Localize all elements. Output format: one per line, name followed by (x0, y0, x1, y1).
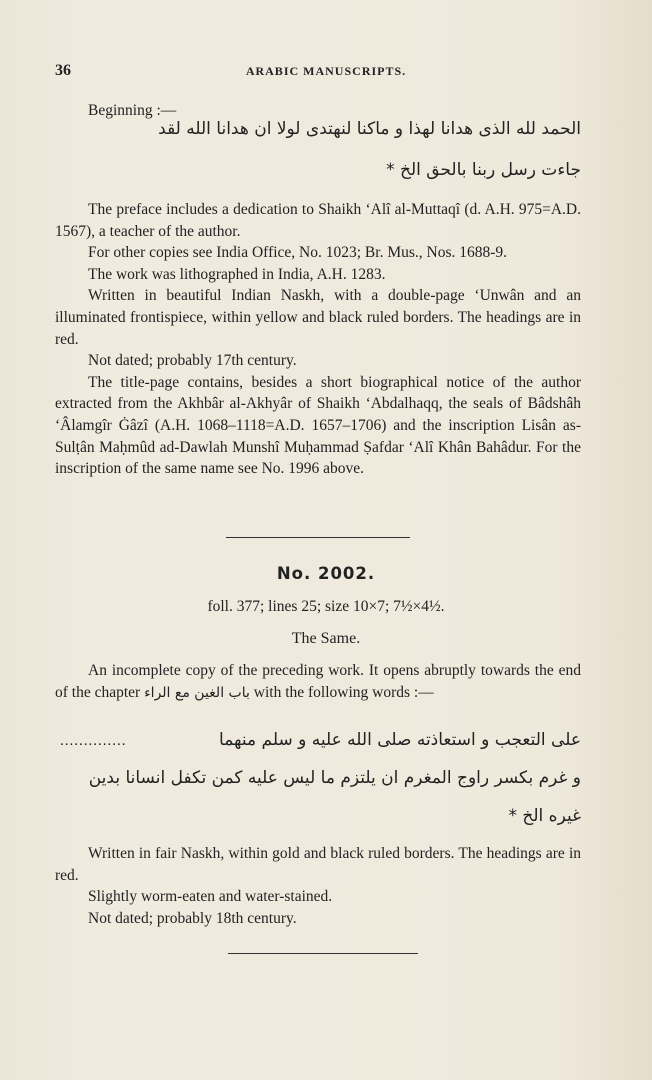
page-header (0, 62, 652, 82)
section-divider (226, 537, 410, 538)
entry-description (55, 199, 581, 480)
end-divider (228, 953, 418, 954)
arabic-chapter-name: باب الغين مع الراء (144, 684, 250, 701)
entry-2002-notes (55, 843, 581, 929)
script-paragraph: Written in beautiful Indian Naskh, with a double-page ‘Unwân and an illuminated frontispiece, within yellow and black ruled borders. The headings are in red. (55, 287, 581, 348)
running-head: ARABIC MANUSCRIPTS. (245, 64, 407, 78)
script-borders-paragraph: Written in fair Naskh, within gold and black ruled borders. The headings are in red. (55, 845, 581, 884)
arabic-words-line-1: على التعجب و استعاذته صلى الله عليه و سلم منهما (219, 730, 581, 750)
lithograph-paragraph: The work was lithographed in India, A.H. 1283. (88, 265, 386, 283)
dating-paragraph-2002: Not dated; probably 18th century. (88, 909, 297, 927)
entry-number: No. 2002. (276, 564, 376, 583)
incomplete-copy-paragraph (55, 660, 581, 704)
preface-paragraph: The preface includes a dedication to Shaikh ‘Alî al-Muttaqî (d. A.H. 975=A.D. 1567), a teacher of the author. (55, 201, 581, 240)
incomplete-text-2: with the following words :— (253, 683, 434, 701)
beginning-label: Beginning :— (88, 102, 177, 119)
copies-paragraph: For other copies see India Office, No. 1023; Br. Mus., Nos. 1688-9. (88, 244, 508, 262)
title-page-paragraph: The title-page contains, besides a short biographical notice of the author extracted from the Akhbâr al-Akhyâr of Shaikh ‘Abdalhaqq, the seals of Bâdshâh ‘Âlamgîr Ġâzî (A.H. 1068–1118=A.D. 1657–1706) and the inscription Lisân as-Sulṭân Maḥmûd ad-Dawlah Munshî Muḥammad Ṣafdar ‘Alî Khân Bahâdur. For the inscription of the same name see No. 1996 above. (55, 373, 581, 478)
entry-title: The Same. (291, 630, 361, 647)
collation-line: foll. 377; lines 25; size 10×7; 7½×4½. (207, 598, 445, 615)
arabic-words-line-2: و غرم بكسر راوج المغرم ان يلتزم ما ليس عليه كمن تكفل انسانا بدين (88, 768, 581, 788)
incomplete-text-1: An incomplete copy of the preceding work. It opens abruptly towards the end of the chapter (55, 662, 581, 701)
condition-paragraph: Slightly worm-eaten and water-stained. (88, 888, 333, 906)
arabic-beginning-line-2: جاءت رسل ربنا بالحق الخ * (386, 160, 581, 180)
page-number: 36 (55, 62, 71, 79)
arabic-beginning-line-1: الحمد لله الذى هدانا لهذا و ماكنا لنهتدى لولا ان هدانا الله لقد (158, 119, 581, 139)
dating-paragraph: Not dated; probably 17th century. (88, 352, 297, 370)
arabic-words-line-3: غيره الخ * (508, 806, 581, 826)
ellipsis-dots: .............. (60, 733, 127, 749)
